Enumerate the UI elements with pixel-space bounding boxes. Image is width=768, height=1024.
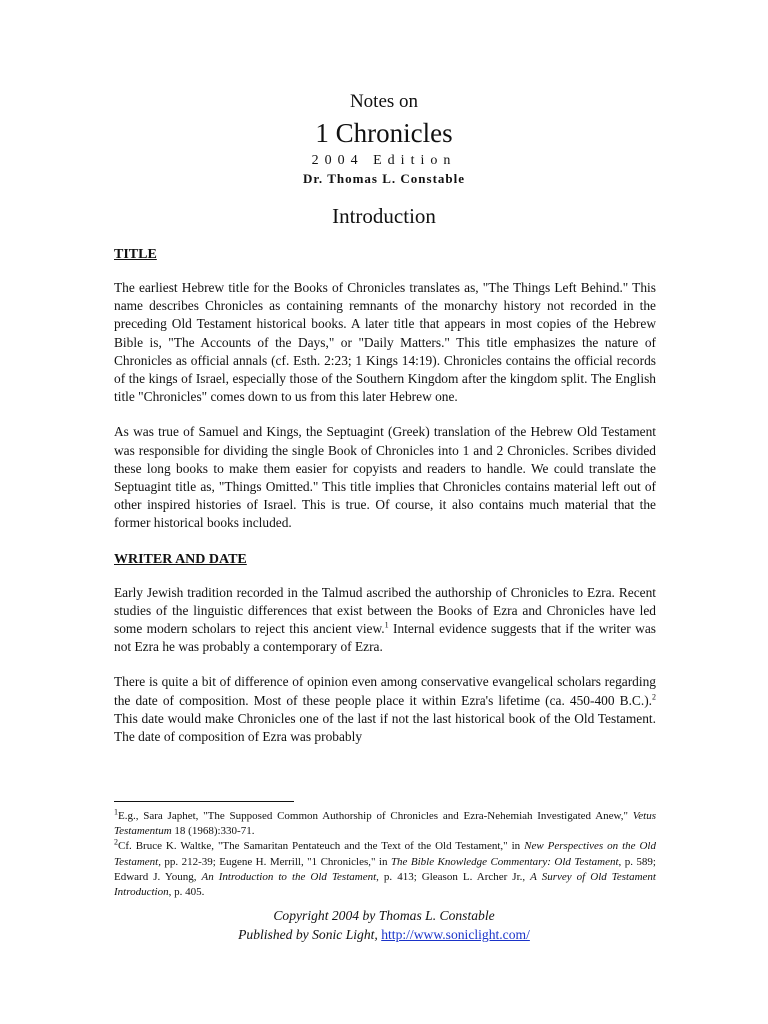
writer-p2-text-a: There is quite a bit of difference of opinion even among conservative evangelical scholars regarding the date of composition. Most of these people place it within Ezra's lifetime (ca. 450-400 B.C.). <box>114 674 656 708</box>
copyright-line: Copyright 2004 by Thomas L. Constable <box>273 908 495 923</box>
footnote-2-text-b: , pp. 212-39; Eugene H. Merrill, "1 Chronicles," in <box>158 855 391 868</box>
footnote-1-italic: Vetus Testamentum <box>114 810 656 838</box>
title-paragraph-1: The earliest Hebrew title for the Books of Chronicles translates as, "The Things Left Behind." This name describes Chronicles as containing remnants of the monarchy history not recorded in the preceding Old Testament historical books. A later title that appears in most copies of the Hebrew Bible is, "The Accounts of the Days," or "Daily Matters." This title emphasizes the nature of Chronicles as official annals (cf. Esth. 2:23; 1 Kings 14:19). Chronicles contains the official records of the kings of Israel, especially those of the Southern Kingdom after the kingdom split. The English title "Chronicles" comes down to us from this later Hebrew one. <box>114 280 656 405</box>
writer-p1-text-a: Early Jewish tradition recorded in the Talmud ascribed the authorship of Chronicles to Ezra. Recent studies of the linguistic differences that exist between the Books of Ezra and Chronicles have led some modern scholars to reject this ancient view. <box>114 584 656 637</box>
footnote-2-text-e: , p. 405. <box>168 886 205 899</box>
publisher-link[interactable]: http://www.soniclight.com/ <box>381 927 530 942</box>
footnote-1-text-end: 18 (1968):330-71. <box>171 825 255 838</box>
notes-on-label: Notes on <box>349 91 419 112</box>
edition-label: 2004 Edition <box>311 153 457 168</box>
book-title: 1 Chronicles <box>315 118 453 148</box>
writer-p2-text-b: This date would make Chronicles one of the last if not the last historical book of the Old Testament. The date of composition of Ezra was probably <box>114 710 656 745</box>
footnote-1 <box>114 809 656 839</box>
footnote-1-number: 1 <box>114 807 118 817</box>
writer-paragraph-2 <box>114 673 656 746</box>
title-block <box>0 88 768 188</box>
footnote-divider <box>114 801 294 802</box>
footnote-2-text-a: Cf. Bruce K. Waltke, "The Samaritan Pentateuch and the Text of the Old Testament," in <box>118 840 525 853</box>
title-paragraph-2: As was true of Samuel and Kings, the Septuagint (Greek) translation of the Hebrew Old Testament was responsible for dividing the single Book of Chronicles into 1 and 2 Chronicles. Scribes divided these long books to make them easier for copyists and readers to handle. We could translate the Septuagint title as, "Things Omitted." This title implies that Chronicles contains material left out of other inspired histories of Israel. This is true. Of course, it also contains much material that the former historical books included. <box>114 424 656 531</box>
writer-paragraph-1 <box>114 584 656 657</box>
writer-p1-text-b: Internal evidence suggests that if the writer was not Ezra he was probably a contemporary of Ezra. <box>114 621 656 655</box>
footnote-1-text: E.g., Sara Japhet, "The Supposed Common Authorship of Chronicles and Ezra-Nehemiah Investigated Anew," <box>118 810 633 822</box>
footnote-ref-1[interactable]: 1 <box>384 620 389 630</box>
footnote-2 <box>114 839 656 900</box>
copyright-block <box>0 906 768 944</box>
footnote-2-number: 2 <box>114 837 118 847</box>
section-heading-title: TITLE <box>114 247 157 262</box>
footnote-2-text-c: , p. 589; Edward J. Young, <box>114 855 656 883</box>
footnote-2-italic-2: The Bible Knowledge Commentary: Old Testament <box>390 855 619 868</box>
publisher-prefix: Published by Sonic Light, <box>238 927 382 942</box>
document-body <box>114 245 656 763</box>
footnote-2-text-d: , p. 413; Gleason L. Archer Jr., <box>376 870 531 883</box>
author-name: Dr. Thomas L. Constable <box>302 171 466 186</box>
footnote-2-italic-3: An Introduction to the Old Testament <box>201 870 377 883</box>
footnote-2-italic-4: A Survey of Old Testament Introduction <box>114 870 656 899</box>
publisher-line <box>0 925 768 944</box>
footnote-2-italic-1: New Perspectives on the Old Testament <box>114 840 656 868</box>
section-heading-writer-and-date: WRITER AND DATE <box>114 551 247 567</box>
introduction-heading: Introduction <box>332 204 436 228</box>
footnotes <box>114 809 656 900</box>
footnote-ref-2[interactable]: 2 <box>652 692 656 702</box>
